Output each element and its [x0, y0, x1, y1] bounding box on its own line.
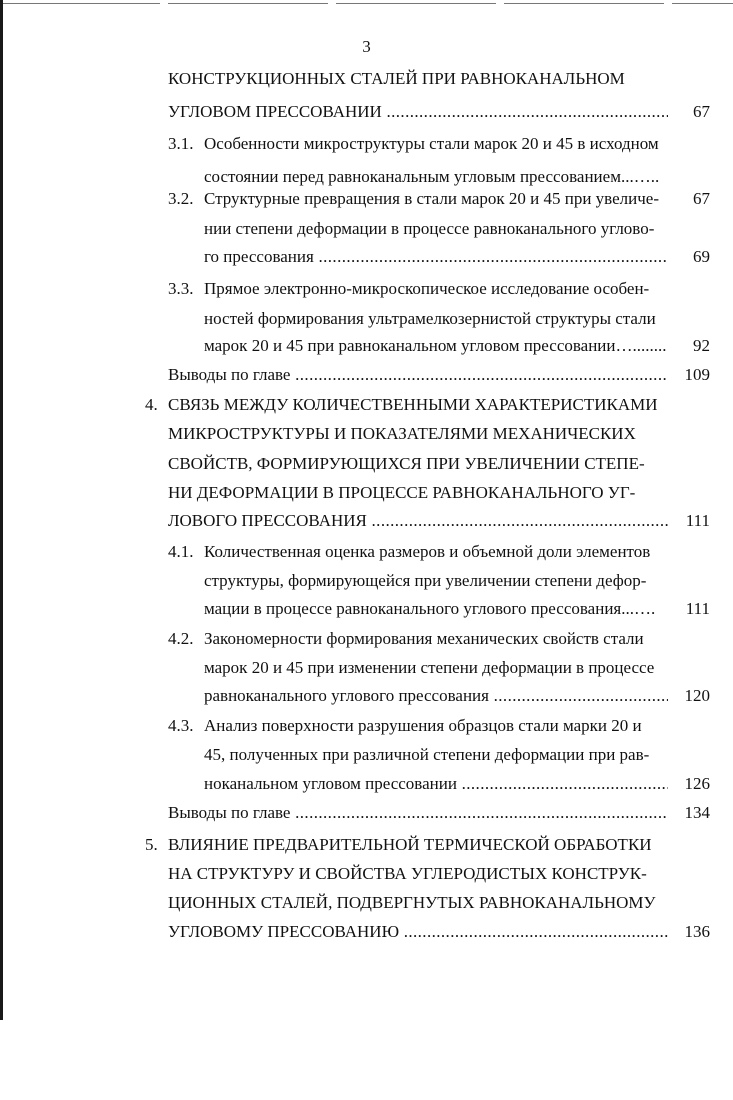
toc-number: 3.1. — [168, 134, 194, 153]
toc-line: ностей формирования ультрамелкозернистой структуры стали — [204, 309, 656, 328]
toc-line: марок 20 и 45 при изменении степени деформации в процессе — [204, 658, 655, 677]
toc-line: структуры, формирующейся при увеличении степени дефор- — [204, 571, 647, 590]
toc-number: 4. — [145, 395, 158, 414]
toc-line — [204, 683, 668, 709]
toc-line — [168, 508, 668, 534]
toc-line: СВЯЗЬ МЕЖДУ КОЛИЧЕСТВЕННЫМИ ХАРАКТЕРИСТИКАМИ — [168, 395, 658, 414]
toc-number: 3.2. — [168, 189, 194, 208]
toc-page: 92 — [693, 336, 710, 355]
toc-line: состоянии перед равноканальным угловым прессованием...….. — [204, 167, 660, 186]
toc-number: 4.2. — [168, 629, 194, 648]
toc-line — [168, 99, 668, 125]
toc-line: СВОЙСТВ, ФОРМИРУЮЩИХСЯ ПРИ УВЕЛИЧЕНИИ СТЕПЕ- — [168, 454, 645, 473]
toc-page: 136 — [684, 922, 710, 941]
toc-number: 3.3. — [168, 279, 194, 298]
toc-page: 69 — [693, 247, 710, 266]
toc-line — [204, 771, 668, 797]
toc-page: 120 — [684, 686, 710, 705]
toc-number: 4.3. — [168, 716, 194, 735]
toc-line-text: ноканальном угловом прессовании ..... — [204, 771, 668, 797]
toc-line: Особенности микроструктуры стали марок 20 и 45 в исходном — [204, 134, 659, 153]
toc-line: Прямое электронно-микроскопическое исследование особен- — [204, 279, 650, 298]
toc-number: 4.1. — [168, 542, 194, 561]
toc-line: ВЛИЯНИЕ ПРЕДВАРИТЕЛЬНОЙ ТЕРМИЧЕСКОЙ ОБРАБОТКИ — [168, 835, 652, 854]
toc-page: 126 — [684, 774, 710, 793]
toc-page: 134 — [684, 803, 710, 822]
toc-line: Количественная оценка размеров и объемной доли элементов — [204, 542, 651, 561]
toc-line: КОНСТРУКЦИОННЫХ СТАЛЕЙ ПРИ РАВНОКАНАЛЬНОМ — [168, 69, 625, 88]
toc-line-text: Выводы по главе ..... — [168, 362, 668, 388]
toc-line-text: УГЛОВОМУ ПРЕССОВАНИЮ ..... — [168, 919, 668, 945]
toc-page: 109 — [684, 365, 710, 384]
toc-line-text: УГЛОВОМ ПРЕССОВАНИИ ..... — [168, 99, 668, 125]
toc-number: 5. — [145, 835, 158, 854]
toc-line: Анализ поверхности разрушения образцов стали марки 20 и — [204, 716, 642, 735]
toc-line — [168, 919, 668, 945]
toc-line — [204, 244, 668, 270]
toc-line-text: равноканального углового прессования ..... — [204, 683, 668, 709]
toc-page: 111 — [685, 599, 710, 618]
toc-line: МИКРОСТРУКТУРЫ И ПОКАЗАТЕЛЯМИ МЕХАНИЧЕСКИХ — [168, 424, 636, 443]
toc-line: мации в процессе равноканального углового прессования...…. — [204, 599, 656, 618]
toc-line-text: Выводы по главе ..... — [168, 800, 668, 826]
scan-top-edge — [0, 3, 733, 4]
toc-line: ЦИОННЫХ СТАЛЕЙ, ПОДВЕРГНУТЫХ РАВНОКАНАЛЬНОМУ — [168, 893, 656, 912]
toc-page: 111 — [685, 511, 710, 530]
toc-line: НА СТРУКТУРУ И СВОЙСТВА УГЛЕРОДИСТЫХ КОНСТРУК- — [168, 864, 647, 883]
scan-left-edge — [0, 0, 3, 1020]
toc-page: 67 — [693, 189, 710, 208]
toc-line — [168, 362, 668, 388]
toc-line-text: ЛОВОГО ПРЕССОВАНИЯ ..... — [168, 508, 668, 534]
toc-page: 67 — [693, 102, 710, 121]
page-number: 3 — [362, 37, 371, 56]
toc-line: нии степени деформации в процессе равноканального углово- — [204, 219, 655, 238]
toc-line — [168, 800, 668, 826]
toc-line-text: го прессования ..... — [204, 244, 668, 270]
toc-line: Структурные превращения в стали марок 20 и 45 при увеличе- — [204, 189, 659, 208]
toc-line: марок 20 и 45 при равноканальном угловом прессовании…........ — [204, 336, 667, 355]
toc-line: Закономерности формирования механических свойств стали — [204, 629, 644, 648]
toc-line: 45, полученных при различной степени деформации при рав- — [204, 745, 650, 764]
toc-line: НИ ДЕФОРМАЦИИ В ПРОЦЕССЕ РАВНОКАНАЛЬНОГО УГ- — [168, 483, 636, 502]
